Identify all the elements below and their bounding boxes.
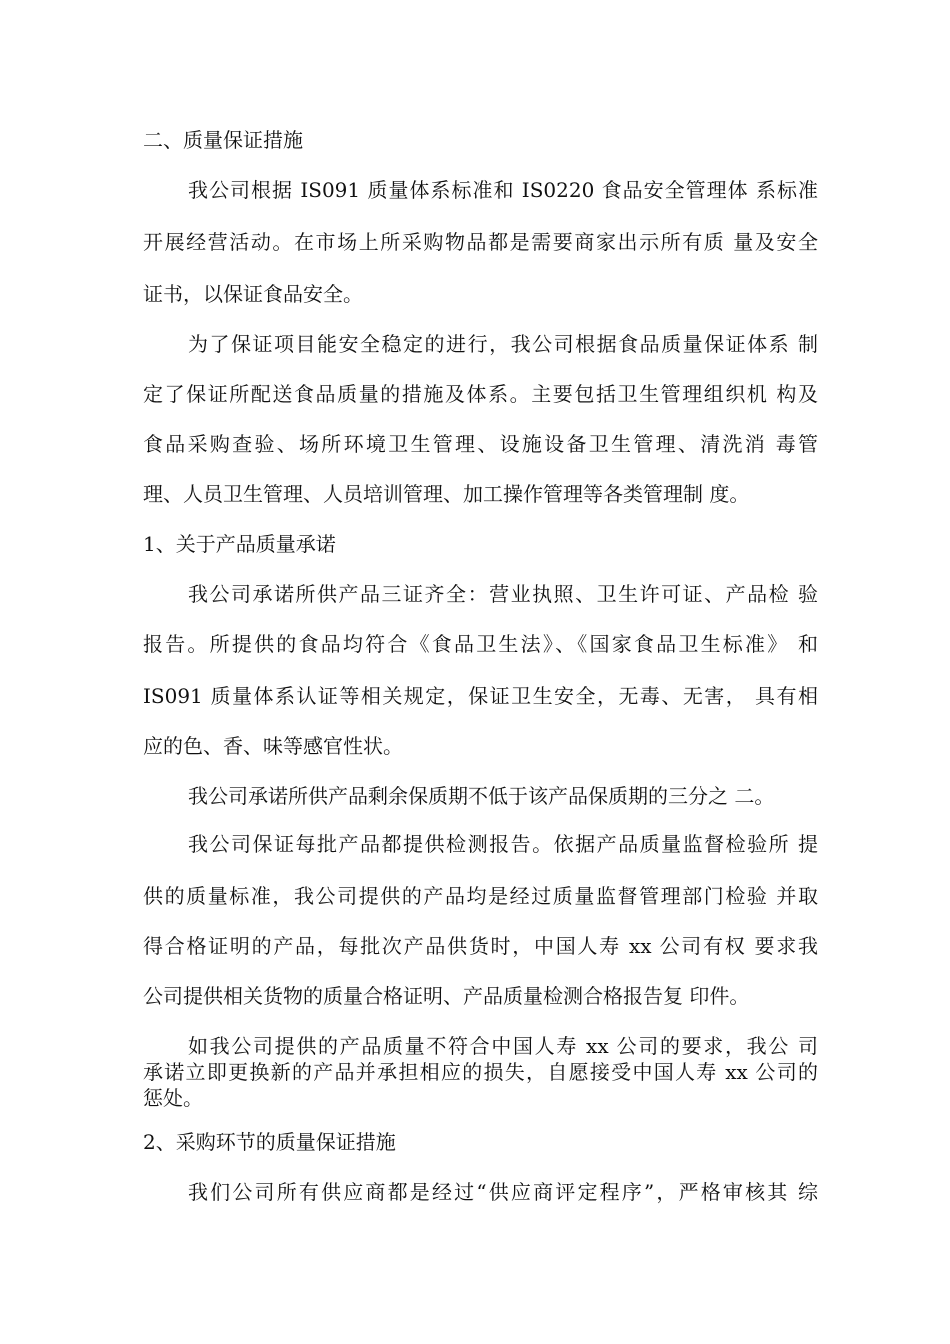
paragraph-6-line-2: 承诺立即更换新的产品并承担相应的损失，自愿接受中国人寿 xx 公司的 xyxy=(143,1060,818,1084)
paragraph-5-line-4: 公司提供相关货物的质量合格证明、产品质量检测合格报告复 印件。 xyxy=(143,984,750,1008)
paragraph-5-line-2: 供的质量标准，我公司提供的产品均是经过质量监督管理部门检验 并取 xyxy=(143,884,818,908)
paragraph-1-line-3: 证书，以保证食品安全。 xyxy=(143,282,363,306)
paragraph-6-line-3: 惩处。 xyxy=(143,1086,203,1110)
paragraph-1-line-1: 我公司根据 IS091 质量体系标准和 IS0220 食品安全管理体 系标准 xyxy=(188,178,818,202)
paragraph-3-line-4: 应的色、香、味等感官性状。 xyxy=(143,734,403,758)
paragraph-3-line-3: IS091 质量体系认证等相关规定，保证卫生安全，无毒、无害， 具有相 xyxy=(143,684,818,708)
paragraph-5-line-3: 得合格证明的产品，每批次产品供货时，中国人寿 xx 公司有权 要求我 xyxy=(143,934,818,958)
section-heading-product-quality-commitment: 1、关于产品质量承诺 xyxy=(143,532,336,556)
paragraph-3-line-1: 我公司承诺所供产品三证齐全：营业执照、卫生许可证、产品检 验 xyxy=(188,582,818,606)
paragraph-3-line-2: 报告。所提供的食品均符合《食品卫生法》、《国家食品卫生标准》 和 xyxy=(143,632,818,656)
paragraph-2-line-4: 理、人员卫生管理、人员培训管理、加工操作管理等各类管理制 度。 xyxy=(143,482,750,506)
paragraph-4-line-1: 我公司承诺所供产品剩余保质期不低于该产品保质期的三分之 二。 xyxy=(188,784,775,808)
paragraph-5-line-1: 我公司保证每批产品都提供检测报告。依据产品质量监督检验所 提 xyxy=(188,832,818,856)
paragraph-6-line-1: 如我公司提供的产品质量不符合中国人寿 xx 公司的要求，我公 司 xyxy=(188,1034,818,1058)
section-heading-procurement-quality: 2、采购环节的质量保证措施 xyxy=(143,1130,396,1154)
section-heading-quality-assurance: 二、质量保证措施 xyxy=(143,128,303,152)
paragraph-2-line-1: 为了保证项目能安全稳定的进行，我公司根据食品质量保证体系 制 xyxy=(188,332,818,356)
paragraph-2-line-3: 食品采购查验、场所环境卫生管理、设施设备卫生管理、清洗消 毒管 xyxy=(143,432,818,456)
paragraph-1-line-2: 开展经营活动。在市场上所采购物品都是需要商家出示所有质 量及安全 xyxy=(143,230,818,254)
paragraph-2-line-2: 定了保证所配送食品质量的措施及体系。主要包括卫生管理组织机 构及 xyxy=(143,382,818,406)
paragraph-7-line-1: 我们公司所有供应商都是经过“供应商评定程序”，严格审核其 综 xyxy=(188,1180,818,1204)
